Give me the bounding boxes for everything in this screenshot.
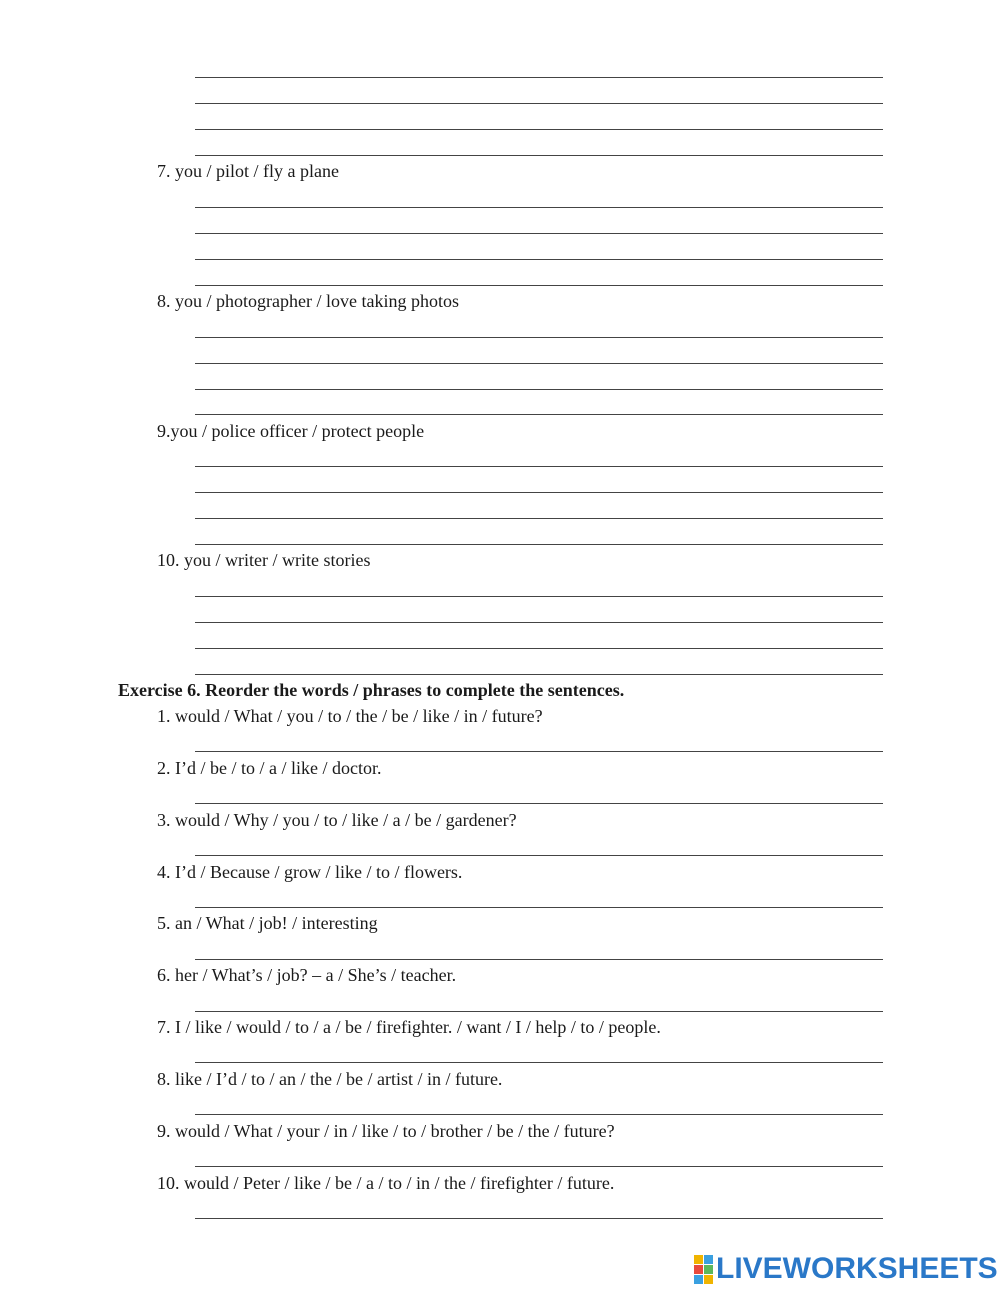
- answer-line[interactable]: [195, 259, 883, 260]
- answer-line[interactable]: [195, 492, 883, 493]
- answer-line[interactable]: [195, 414, 883, 415]
- answer-line[interactable]: [195, 1166, 883, 1167]
- answer-line[interactable]: [195, 1011, 883, 1012]
- reorder-item-9: 9. would / What / your / in / like / to / brother / be / the / future?: [157, 1121, 615, 1141]
- answer-line[interactable]: [195, 518, 883, 519]
- answer-line[interactable]: [195, 285, 883, 286]
- answer-line[interactable]: [195, 155, 883, 156]
- answer-line[interactable]: [195, 803, 883, 804]
- answer-line[interactable]: [195, 233, 883, 234]
- exercise-6-heading: Exercise 6. Reorder the words / phrases to complete the sentences.: [118, 680, 625, 700]
- answer-line[interactable]: [195, 389, 883, 390]
- reorder-item-5: 5. an / What / job! / interesting: [157, 913, 378, 933]
- reorder-item-7: 7. I / like / would / to / a / be / firefighter. / want / I / help / to / people.: [157, 1017, 661, 1037]
- answer-line[interactable]: [195, 622, 883, 623]
- answer-line[interactable]: [195, 77, 883, 78]
- prompt-item-8: 8. you / photographer / love taking photos: [157, 291, 459, 311]
- answer-line[interactable]: [195, 103, 883, 104]
- reorder-item-3: 3. would / Why / you / to / like / a / be / gardener?: [157, 810, 517, 830]
- reorder-item-2: 2. I’d / be / to / a / like / doctor.: [157, 758, 382, 778]
- reorder-item-1: 1. would / What / you / to / the / be / like / in / future?: [157, 706, 543, 726]
- answer-line[interactable]: [195, 129, 883, 130]
- liveworksheets-logo: [694, 1254, 998, 1284]
- answer-line[interactable]: [195, 907, 883, 908]
- reorder-item-8: 8. like / I’d / to / an / the / be / artist / in / future.: [157, 1069, 503, 1089]
- answer-line[interactable]: [195, 1062, 883, 1063]
- answer-line[interactable]: [195, 466, 883, 467]
- answer-line[interactable]: [195, 855, 883, 856]
- answer-line[interactable]: [195, 751, 883, 752]
- reorder-item-10: 10. would / Peter / like / be / a / to / in / the / firefighter / future.: [157, 1173, 615, 1193]
- logo-text: LIVEWORKSHEETS: [716, 1252, 998, 1285]
- answer-line[interactable]: [195, 596, 883, 597]
- answer-line[interactable]: [195, 337, 883, 338]
- prompt-item-10: 10. you / writer / write stories: [157, 550, 371, 570]
- prompt-item-7: 7. you / pilot / fly a plane: [157, 161, 339, 181]
- answer-line[interactable]: [195, 1114, 883, 1115]
- answer-line[interactable]: [195, 544, 883, 545]
- logo-mark-icon: [694, 1255, 713, 1284]
- answer-line[interactable]: [195, 207, 883, 208]
- answer-line[interactable]: [195, 674, 883, 675]
- answer-line[interactable]: [195, 363, 883, 364]
- reorder-item-4: 4. I’d / Because / grow / like / to / flowers.: [157, 862, 463, 882]
- reorder-item-6: 6. her / What’s / job? – a / She’s / teacher.: [157, 965, 457, 985]
- answer-line[interactable]: [195, 1218, 883, 1219]
- answer-line[interactable]: [195, 959, 883, 960]
- prompt-item-9: 9.you / police officer / protect people: [157, 421, 425, 441]
- answer-line[interactable]: [195, 648, 883, 649]
